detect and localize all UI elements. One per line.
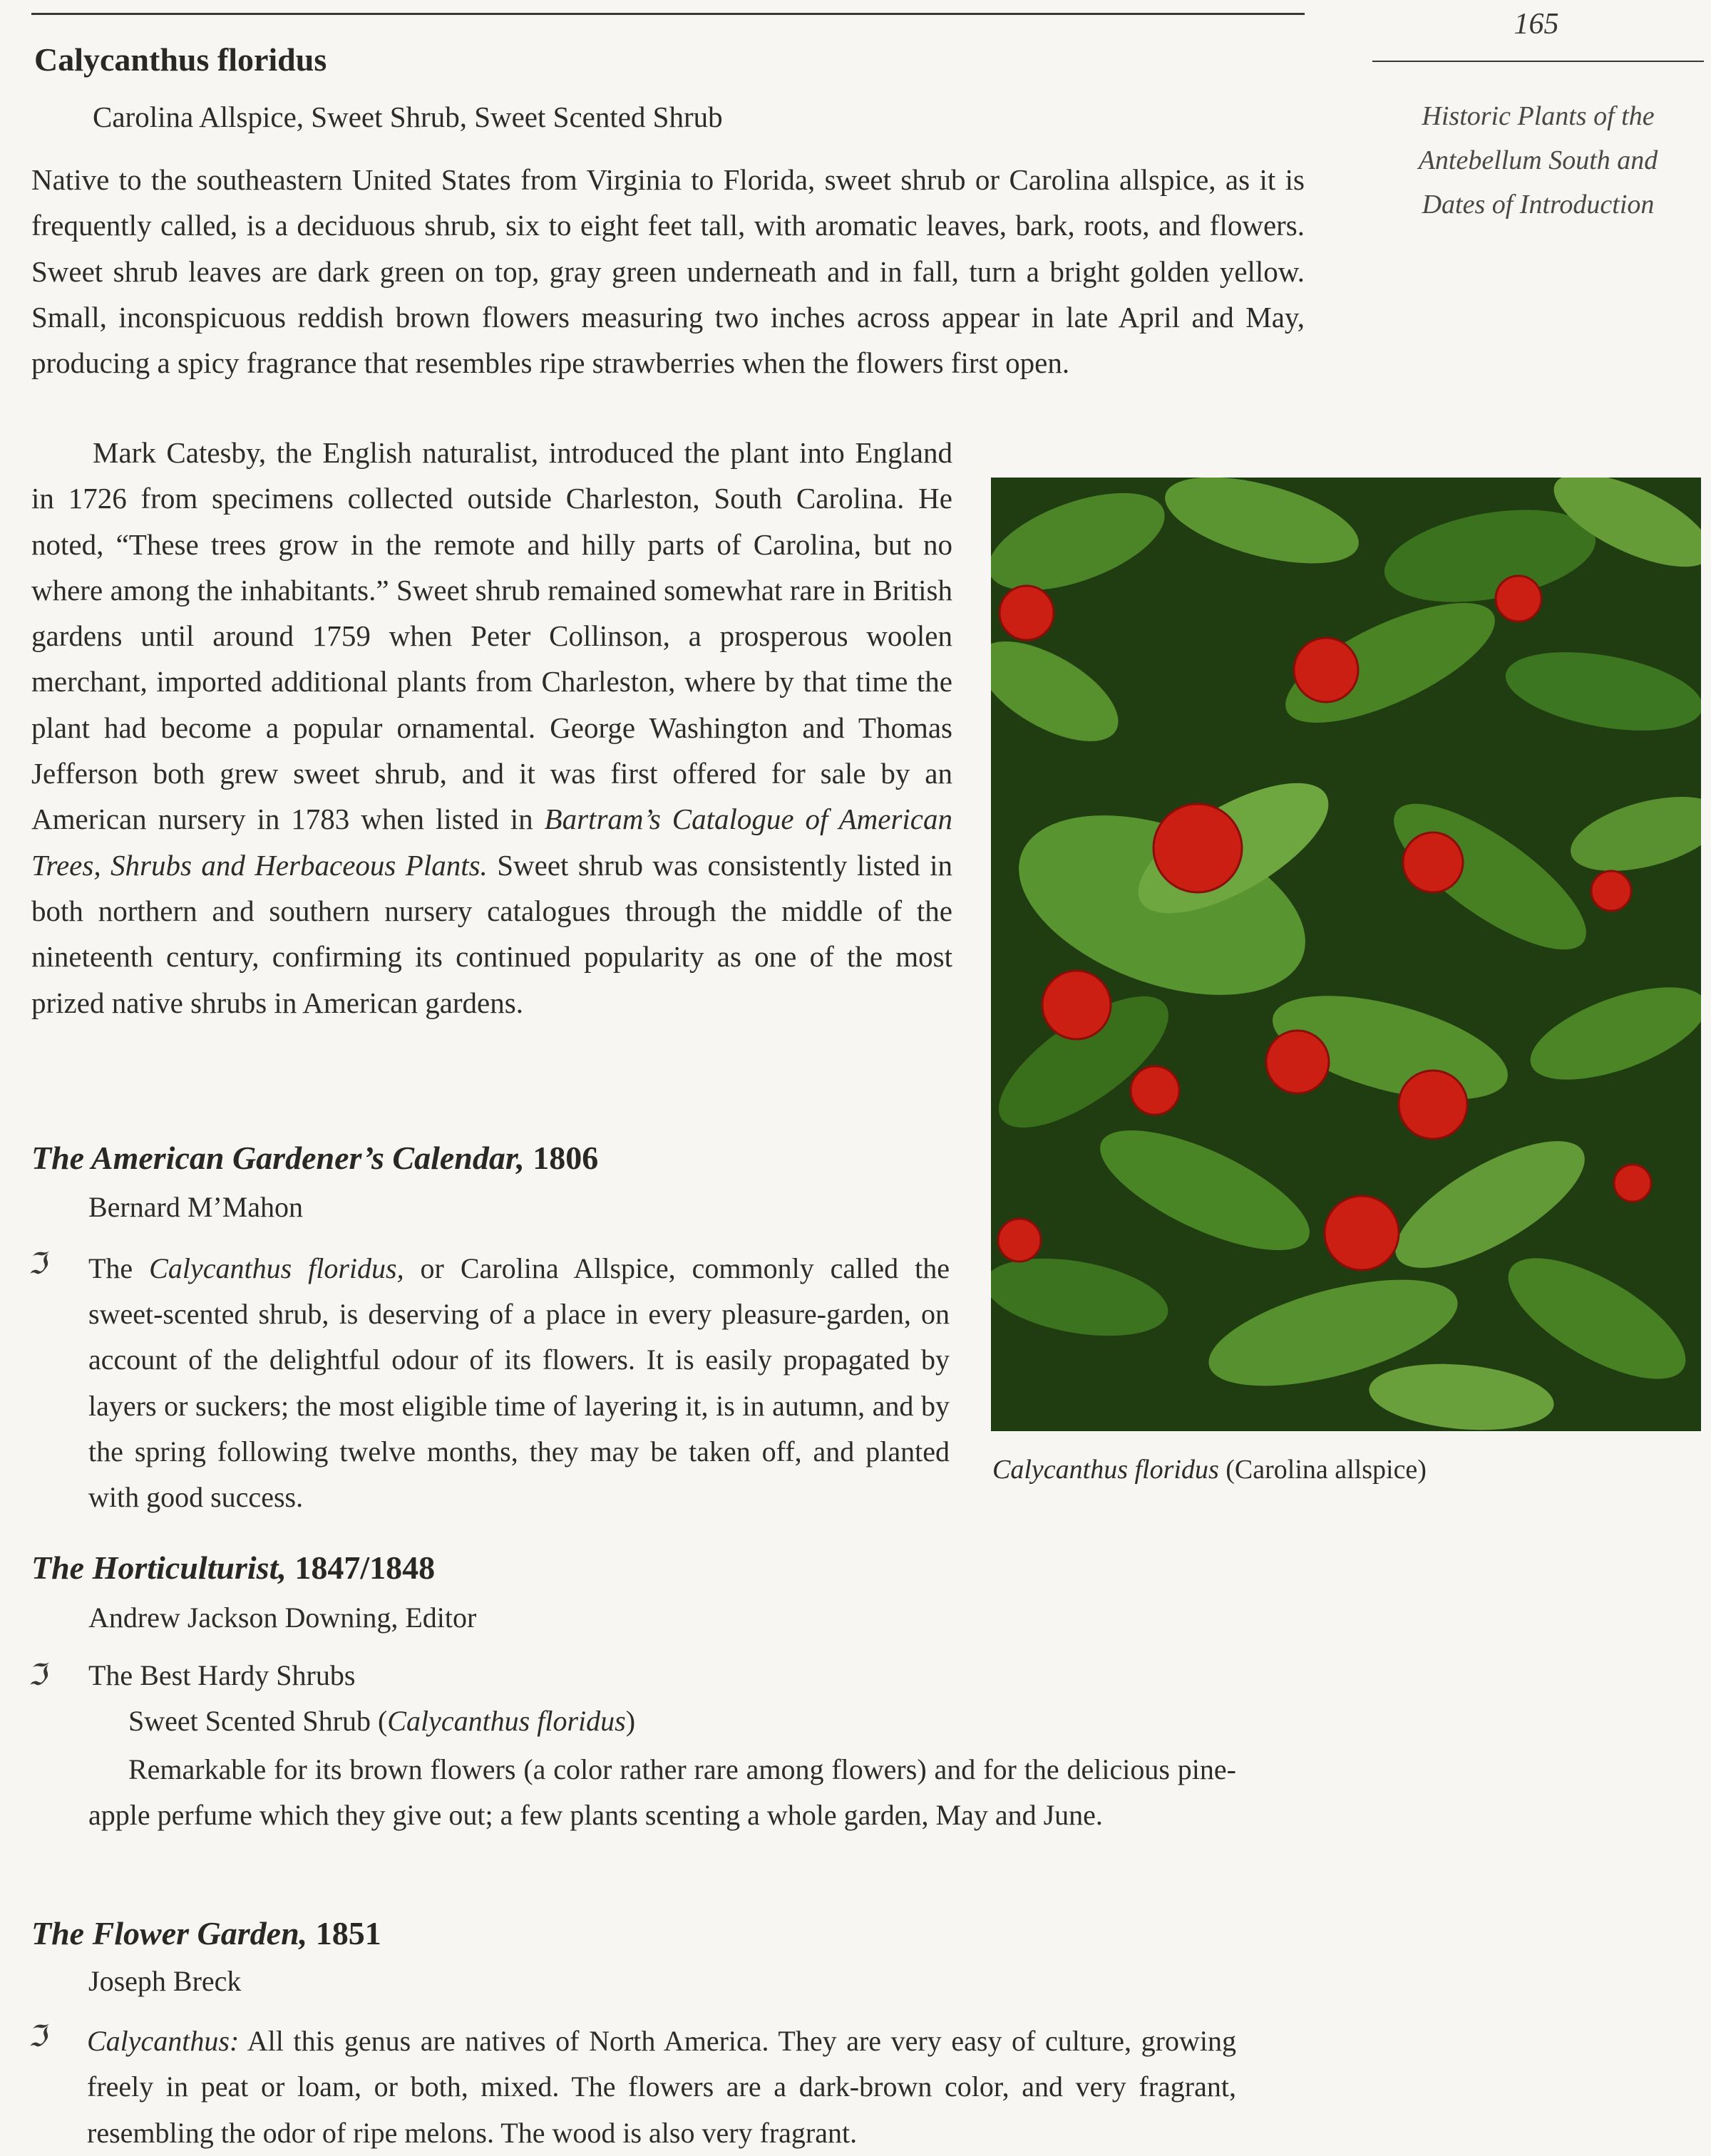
source-heading [31, 1549, 435, 1587]
quote-text-end: or Carolina Allspice, commonly called the sweet-scented shrub, is deserving of a place in every pleasure-garden, on account of the delightful odour of its flowers. It is easily propagated by layers or suckers; the most eligible time of layering it, is in autumn, and by the spring following twelve months, they may be taken off, and planted with good success. [88, 1252, 950, 1514]
sidebar-rule [1372, 61, 1704, 62]
quote-bullet-icon: ℑ [25, 1247, 49, 1281]
source-year: 1847/1848 [286, 1549, 436, 1586]
history-text-end: Sweet shrub was consistently listed in both northern and southern nursery catalogues through the middle of the nineteenth century, confirming its continued popularity as one of the most prized native shrubs in American gardens. [31, 848, 952, 1019]
running-title-line: Historic Plants of the [1422, 101, 1655, 131]
intro-paragraph: Native to the southeastern United States from Virginia to Florida, sweet shrub or Carolina allspice, as it is frequently called, is a deciduous shrub, six to eight feet tall, with aromatic leaves, bark, roots, and flowers. Sweet shrub leaves are dark green on top, gray green underneath and in fall, turn a bright golden yellow. Small, inconspicuous reddish brown flowers measuring two inches across appear in late April and May, producing a spicy fragrance that resembles ripe strawberries when the flowers first open. [31, 163, 1305, 380]
plant-photo [991, 478, 1701, 1431]
running-title-line: Dates of Introduction [1422, 190, 1655, 220]
source-year: 1851 [307, 1915, 381, 1951]
entry-name: Sweet Scented Shrub ( [128, 1705, 388, 1737]
source-author: Bernard M’Mahon [88, 1191, 304, 1223]
entry-close: ) [625, 1705, 636, 1737]
quote-bullet-icon: ℑ [25, 2019, 49, 2054]
source-quote: Remarkable for its brown flowers (a color rather rare among flowers) and for the delicious pine-apple perfume which they give out; a few plants scenting a whole garden, May and June. [88, 1753, 1236, 1832]
page-number: 165 [1514, 8, 1559, 41]
quote-bullet-icon: ℑ [25, 1658, 49, 1693]
quote-text: The [88, 1252, 150, 1284]
source-author: Joseph Breck [88, 1965, 242, 1997]
source-heading [31, 1139, 598, 1177]
entry-species: Calycanthus floridus [387, 1705, 626, 1737]
source-heading [31, 1914, 381, 1952]
photo-caption [992, 1454, 1427, 1485]
source-author: Andrew Jackson Downing, Editor [88, 1601, 477, 1634]
plant-entry-name [128, 1704, 635, 1738]
history-paragraph [31, 430, 952, 1026]
quote-species: Calycanthus floridus, [149, 1252, 404, 1284]
caption-common-name: (Carolina allspice) [1218, 1455, 1427, 1485]
source-quote [87, 2018, 1236, 2156]
source-year: 1806 [524, 1140, 599, 1176]
source-title: The Flower Garden, [31, 1915, 308, 1951]
running-title-line: Antebellum South and [1418, 145, 1658, 175]
quote-text: All this genus are natives of North America. They are very easy of culture, growing freely in peat or loam, or both, mixed. The flowers are a dark-brown color, and very fragrant, resembling the odor of ripe melons. The wood is also very fragrant. [87, 2025, 1236, 2149]
history-text: Mark Catesby, the English naturalist, introduced the plant into England in 1726 from specimens collected outside Charleston, South Carolina. He noted, “These trees grow in the remote and hilly parts of Carolina, but no where among the inhabitants.” Sweet shrub remained somewhat rare in British gardens until around 1759 when Peter Collinson, a prosperous woolen merchant, imported additional plants from Charleston, where by that time the plant had become a popular ornamental. George Washington and Thomas Jefferson both grew sweet shrub, and it was first offered for sale by an American nursery in 1783 when listed in [31, 436, 952, 836]
top-rule [31, 13, 1305, 15]
entry-title: Calycanthus floridus [34, 41, 327, 78]
running-title [1372, 94, 1704, 227]
source-subheading: The Best Hardy Shrubs [88, 1659, 356, 1691]
source-title: The American Gardener’s Calendar, [31, 1140, 525, 1176]
book-title: Bartram’s Catalogue of American Trees, Shrubs and Herbaceous Plants. [31, 803, 952, 882]
source-title: The Horticulturist, [31, 1549, 287, 1586]
quote-genus: Calycanthus: [87, 2025, 240, 2057]
common-names: Carolina Allspice, Sweet Shrub, Sweet Scented Shrub [93, 100, 723, 133]
source-quote [88, 1246, 950, 1520]
caption-species: Calycanthus floridus [992, 1455, 1219, 1485]
